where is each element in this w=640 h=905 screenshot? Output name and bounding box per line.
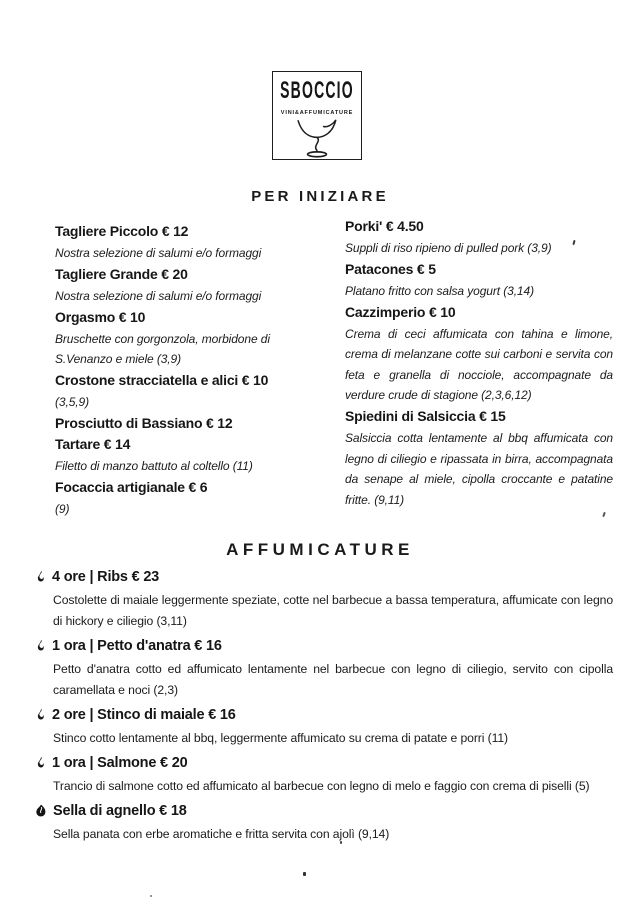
item-desc: Nostra selezione di salumi e/o formaggi	[55, 245, 262, 260]
affumicature-list	[35, 563, 613, 847]
item-name: Tartare € 14	[55, 436, 131, 452]
logo-name: SBOCCIO	[280, 75, 354, 104]
item-name: Sella di agnello € 18	[53, 803, 187, 819]
logo-box	[272, 71, 362, 160]
item-name: Crostone stracciatella e alici € 10	[55, 372, 269, 388]
item-desc: Bruschette con gorgonzola, morbidone di S.Venanzo e miele (3,9)	[55, 331, 270, 366]
item-desc: Crema di ceci affumicata con tahina e limone, crema di melanzane cotte sui carboni e servita con feta e granella di nocciole, accompagnate da verdure crude di stagione (2,3,6,12)	[345, 326, 613, 402]
menu-item	[55, 222, 309, 264]
menu-item	[55, 265, 309, 307]
item-header	[35, 567, 613, 588]
menu-item	[345, 260, 613, 302]
flame-icon	[35, 570, 46, 585]
item-name: 2 ore | Stinco di maiale € 16	[52, 707, 236, 723]
coupe-glass-icon	[293, 118, 341, 159]
menu-item	[55, 371, 309, 413]
flame-filled-icon	[35, 804, 47, 819]
section-title-affumicature: AFFUMICATURE	[226, 540, 414, 559]
scan-speck	[150, 895, 152, 897]
item-desc: Platano fritto con salsa yogurt (3,14)	[345, 283, 534, 298]
menu-item	[55, 478, 309, 520]
item-desc: Stinco cotto lentamente al bbq, leggermente affumicato su crema di patate e porri (11)	[53, 731, 509, 745]
flame-icon	[35, 708, 46, 723]
flame-icon	[35, 756, 46, 771]
item-desc: (9)	[55, 502, 70, 516]
item-desc: Costolette di maiale leggermente speziate, cotte nel barbecue a bassa temperatura, affumicate con legno di hickory e ciliegio (3,11)	[53, 593, 613, 628]
section-title-per-iniziare: PER INIZIARE	[251, 188, 389, 205]
item-name: Tagliere Piccolo € 12	[55, 222, 189, 239]
logo-subtitle: VINI&AFFUMICATURE	[280, 109, 354, 116]
menu-item	[55, 414, 309, 433]
scan-speck	[602, 512, 606, 517]
item-desc: Petto d'anatra cotto ed affumicato lentamente nel barbecue con legno di ciliegio, servito con cipolla caramellata e noci (2,3)	[53, 662, 613, 697]
item-desc: Salsiccia cotta lentamente al bbq affumicata con legno di ciliegio e ripassata in birra, accompagnata da senape al miele, cipolla croccante e patatine fritte. (9,11)	[345, 431, 613, 507]
menu-item	[35, 801, 613, 845]
menu-item	[345, 303, 613, 406]
menu-item	[35, 636, 613, 701]
item-desc: (3,5,9)	[55, 395, 89, 409]
item-name: Orgasmo € 10	[55, 308, 146, 325]
menu-item	[35, 753, 613, 797]
per-iniziare-left-column	[55, 220, 309, 520]
item-name: 4 ore | Ribs € 23	[52, 569, 160, 585]
item-header	[35, 705, 613, 726]
item-header	[35, 636, 613, 657]
menu-item	[35, 567, 613, 632]
item-desc: Sella panata con erbe aromatiche e fritta servita con ajolì (9,14)	[53, 827, 390, 841]
item-name: Focaccia artigianale € 6	[55, 479, 208, 495]
scan-speck	[340, 841, 342, 844]
item-header	[35, 753, 613, 774]
item-desc: Trancio di salmone cotto ed affumicato al barbecue con legno di melo e faggio con crema di piselli (5)	[53, 779, 590, 793]
item-name: Tagliere Grande € 20	[55, 265, 188, 282]
item-name: Cazzimperio € 10	[345, 303, 456, 320]
item-header	[35, 801, 613, 822]
item-desc: Filetto di manzo battuto al coltello (11)	[55, 459, 253, 473]
item-name: Patacones € 5	[345, 260, 436, 277]
item-name: Spiedini di Salsiccia € 15	[345, 408, 506, 424]
item-desc: Nostra selezione di salumi e/o formaggi	[55, 288, 262, 303]
menu-item	[345, 217, 613, 259]
menu-item	[35, 705, 613, 749]
item-name: 1 ora | Salmone € 20	[52, 755, 188, 771]
item-name: Porki' € 4.50	[345, 217, 424, 234]
menu-item	[345, 407, 613, 510]
item-name: 1 ora | Petto d'anatra € 16	[52, 638, 222, 654]
menu-item	[55, 435, 309, 477]
scan-speck	[303, 872, 306, 876]
per-iniziare-right-column	[345, 215, 613, 510]
flame-icon	[35, 639, 46, 654]
menu-item	[55, 308, 309, 370]
item-name: Prosciutto di Bassiano € 12	[55, 415, 233, 431]
item-desc: Suppli di riso ripieno di pulled pork (3,9)	[345, 240, 552, 255]
